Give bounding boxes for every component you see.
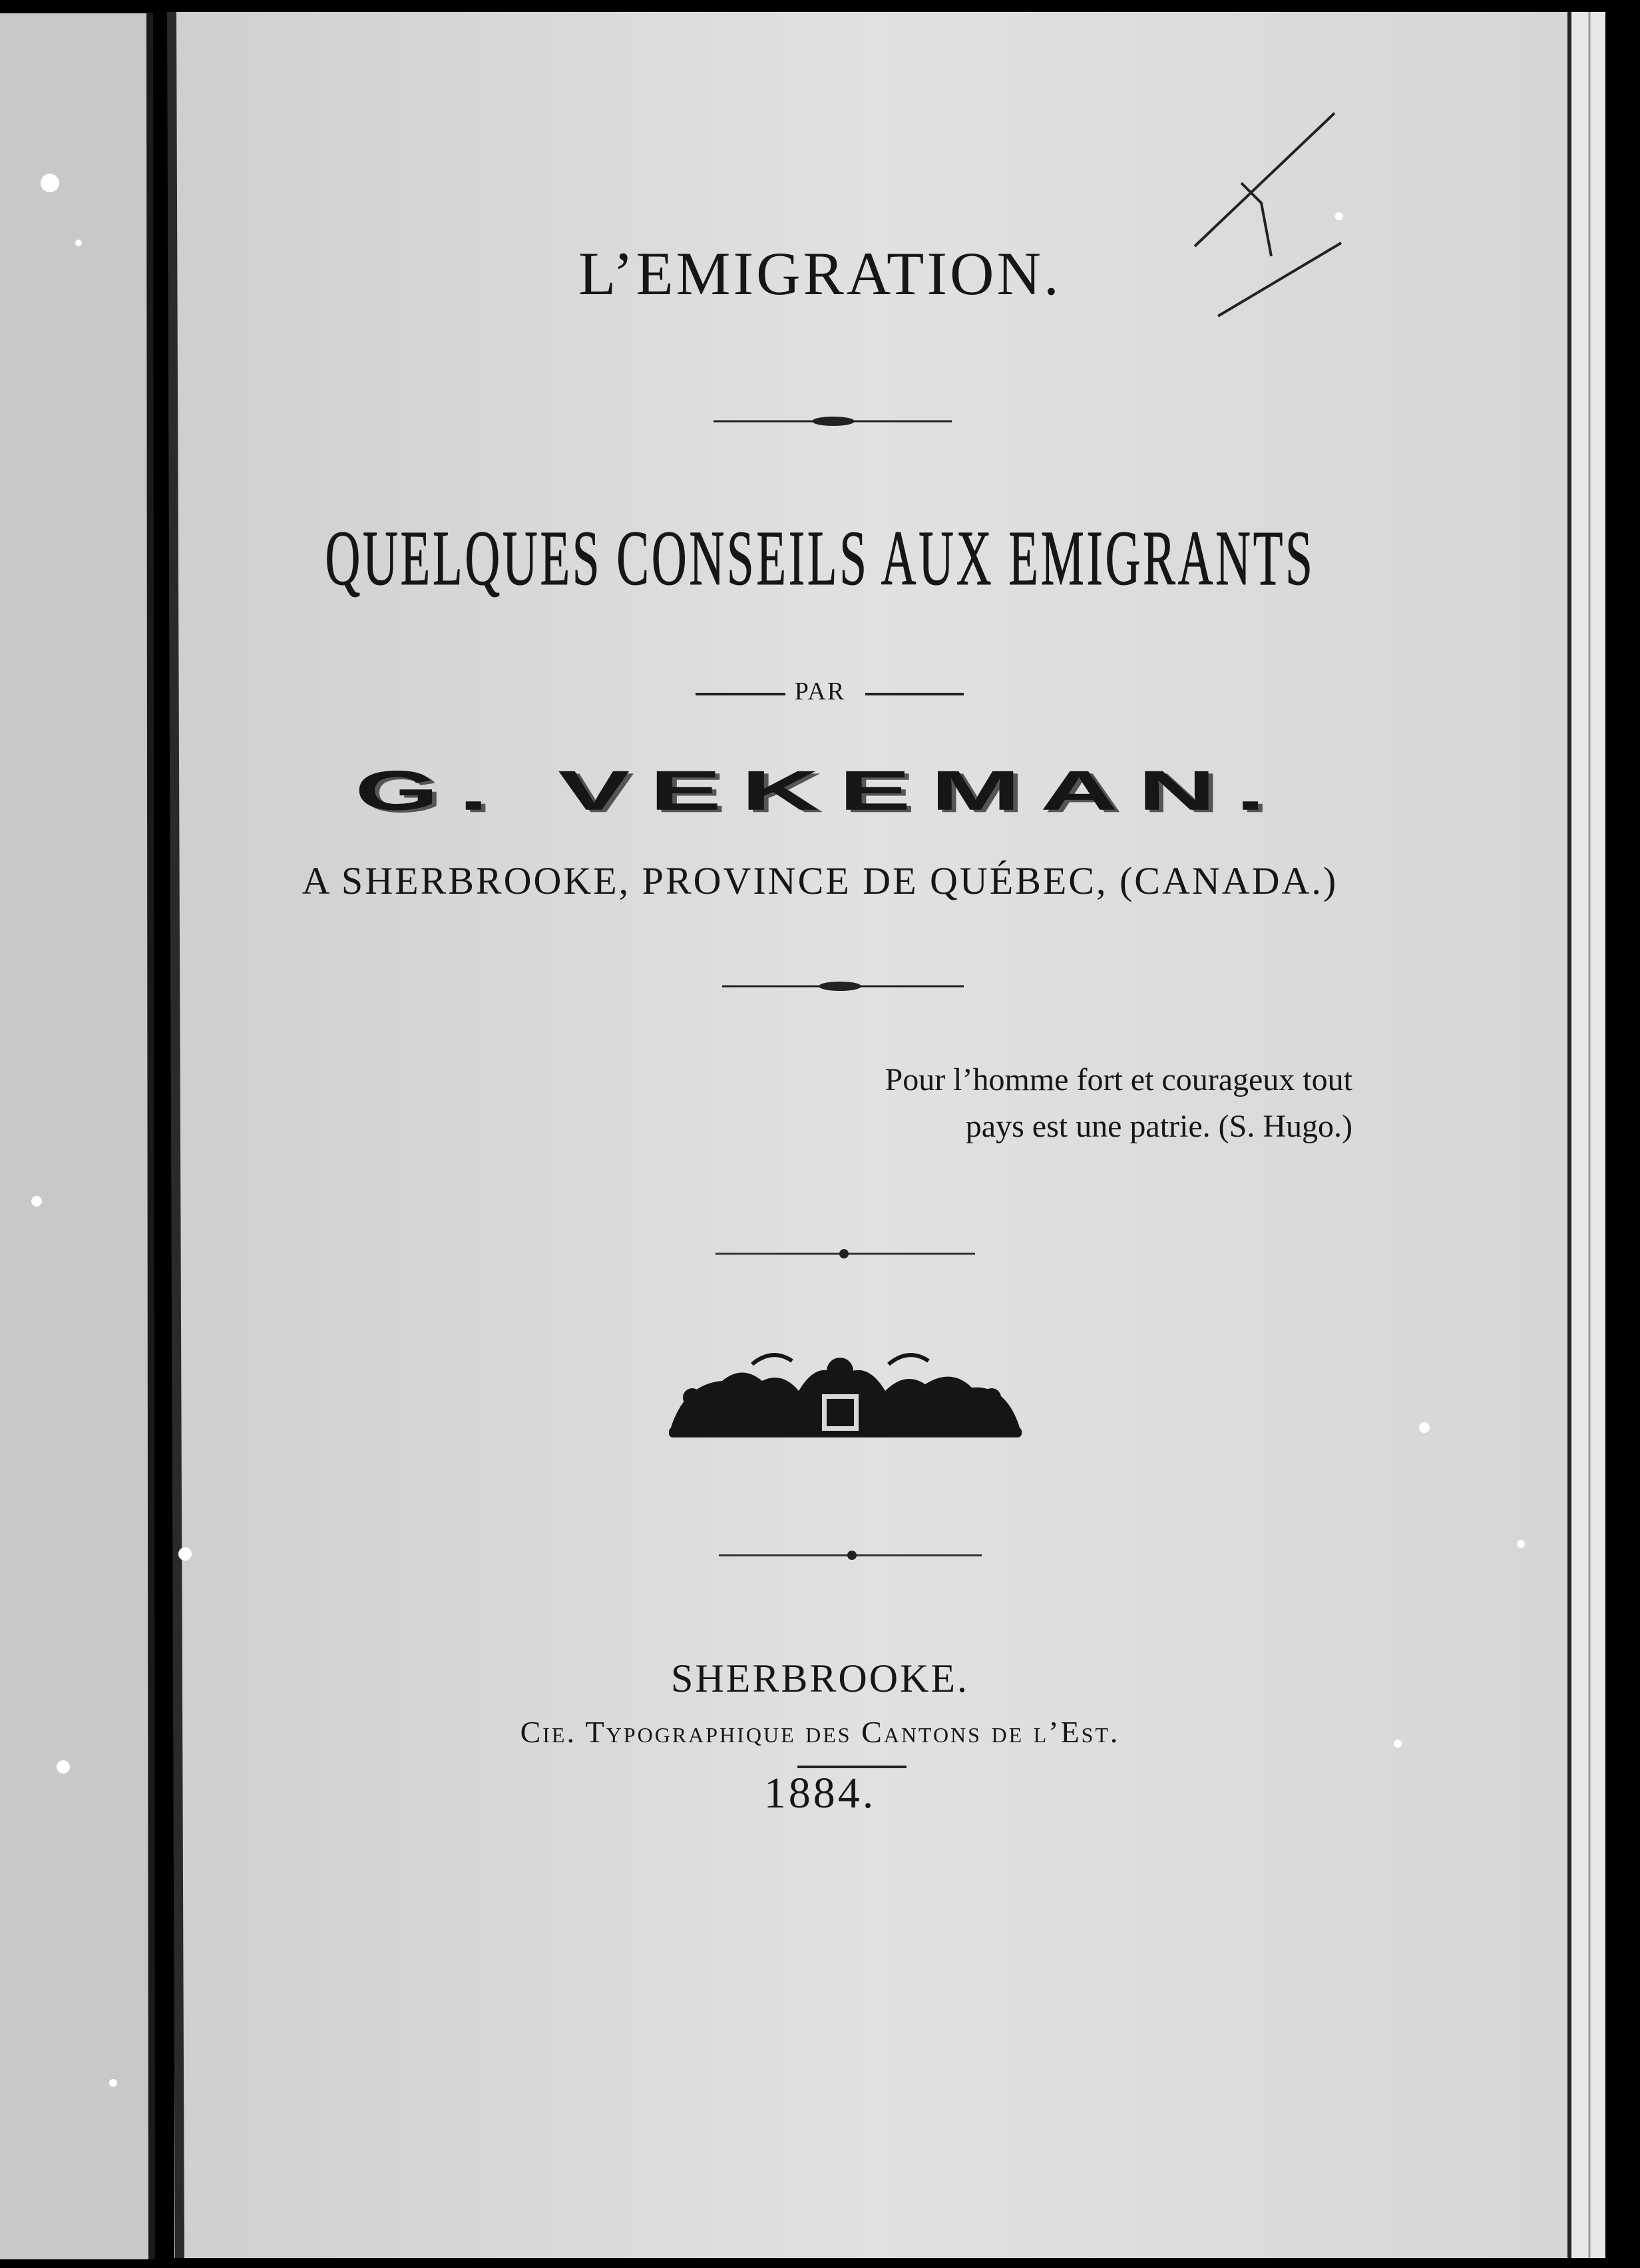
page-paper (174, 12, 1569, 2258)
book-title: L’EMIGRATION. (578, 240, 1062, 307)
book-subtitle: QUELQUES CONSEILS AUX EMIGRANTS (325, 514, 1315, 602)
imprint-city: SHERBROOKE. (670, 1656, 970, 1700)
author-name: G. VEKEMAN. (355, 759, 1285, 822)
binding-line (150, 13, 152, 2259)
right-edge-strip (1569, 12, 1605, 2258)
author-location: A SHERBROOKE, PROVINCE DE QUÉBEC, (CANADA.) (302, 859, 1338, 902)
imprint-printer: Cie. Typographique des Cantons de l’Est. (520, 1715, 1120, 1749)
imprint-year: 1884. (763, 1769, 877, 1817)
epigraph-line-1: Pour l’homme fort et courageux tout (885, 1062, 1352, 1097)
cover-edge-left (0, 13, 150, 2259)
by-word: PAR (794, 677, 846, 705)
epigraph-line-2: pays est une patrie. (S. Hugo.) (965, 1109, 1352, 1144)
